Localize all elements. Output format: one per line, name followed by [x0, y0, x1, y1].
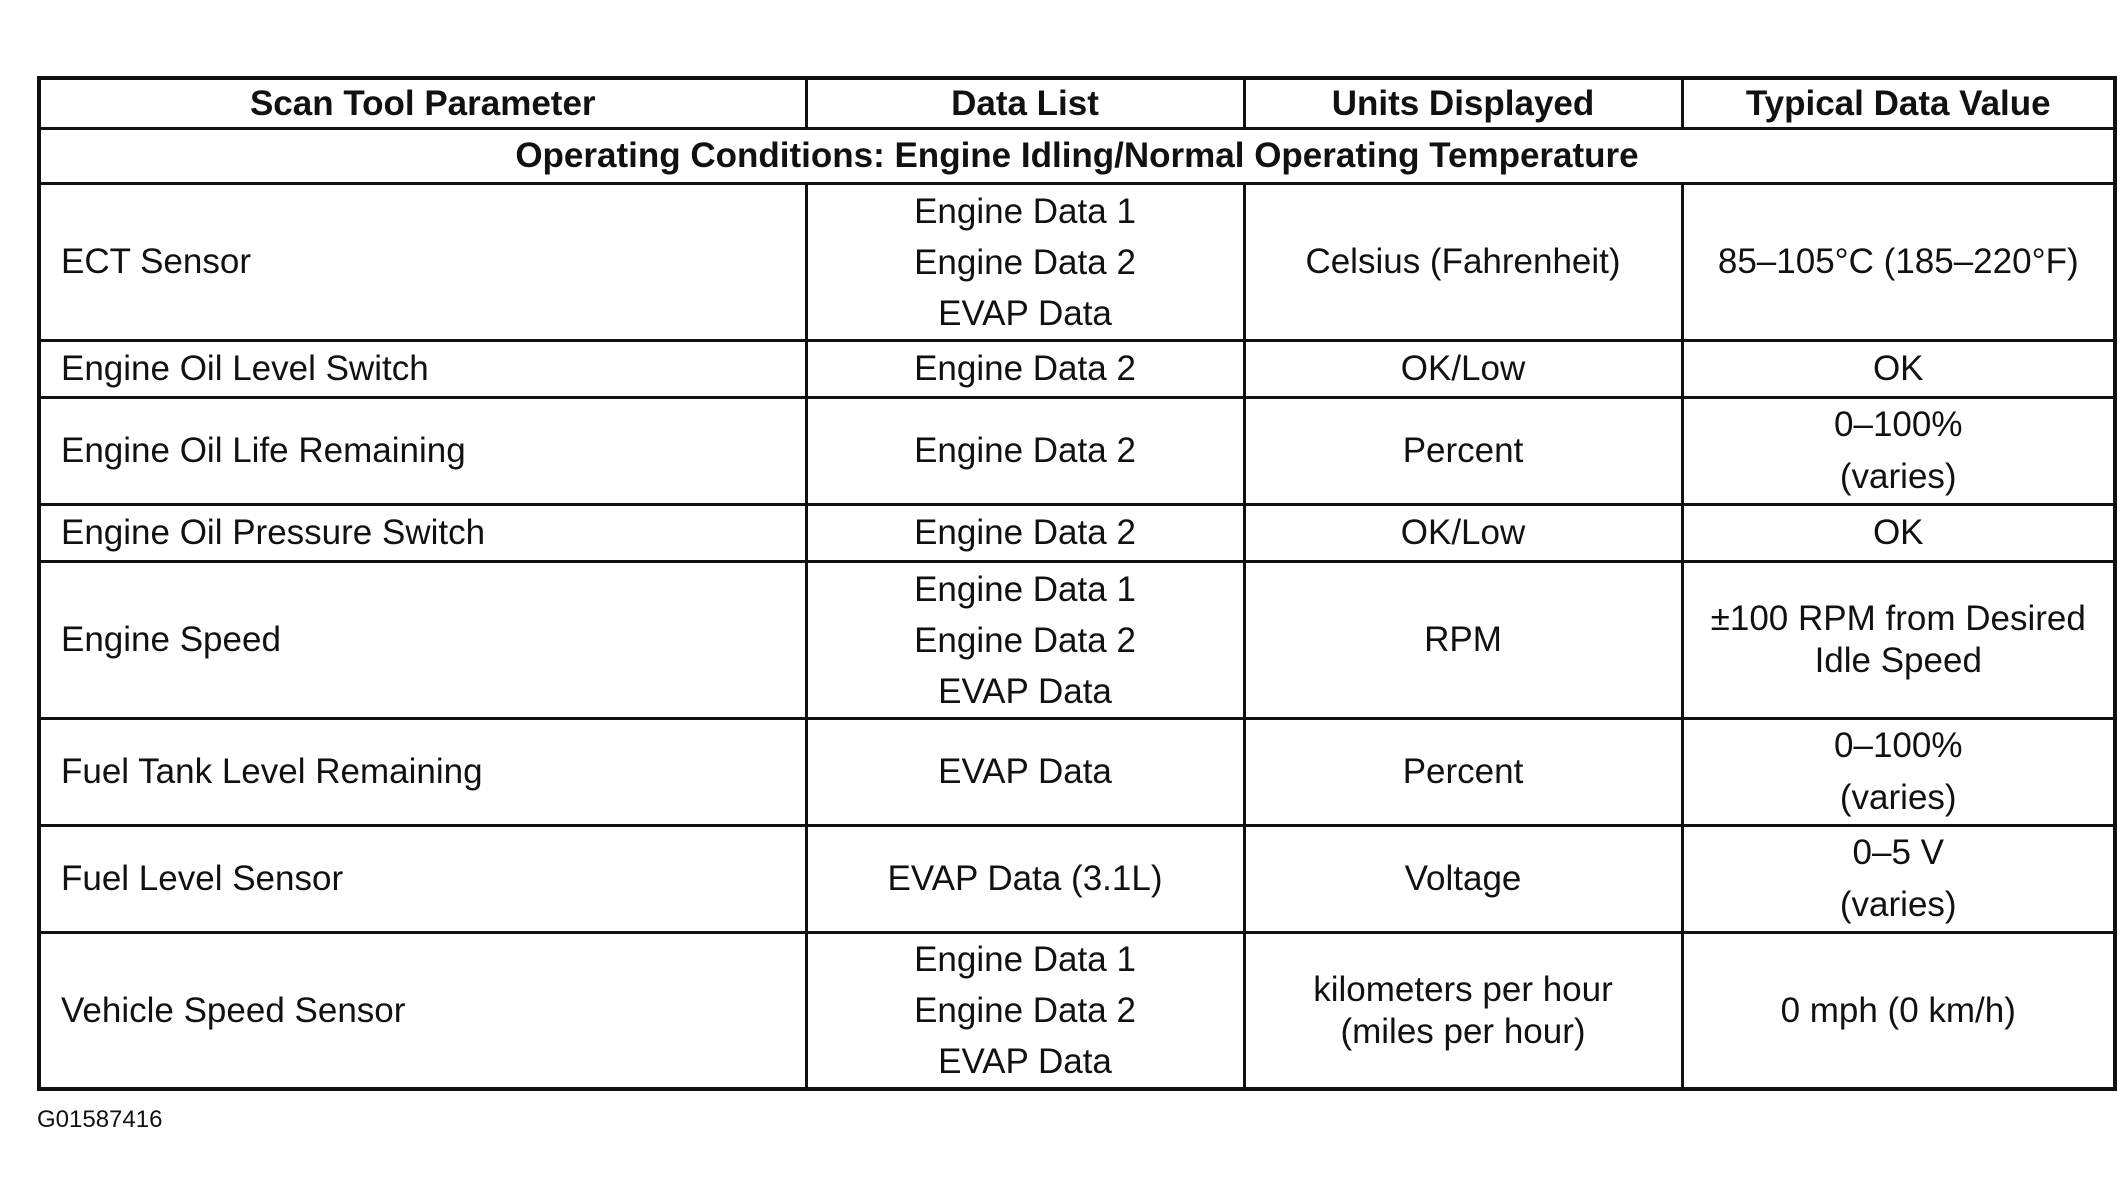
- typical-value-text: OK: [1872, 349, 1924, 388]
- data-list-entry: EVAP Data: [938, 671, 1112, 711]
- data-list-entry: Engine Data 2: [914, 431, 1136, 470]
- data-list-cell: [806, 826, 1244, 933]
- table-row: [39, 719, 2115, 826]
- data-list-cell: [806, 341, 1244, 398]
- units-text: Percent: [1402, 752, 1524, 791]
- data-list-cell: [806, 184, 1244, 341]
- column-header-parameter: Scan Tool Parameter: [39, 78, 806, 129]
- units-text: Percent: [1402, 431, 1524, 470]
- table-row: [39, 933, 2115, 1090]
- scan-tool-data-table: [37, 76, 2117, 1091]
- data-list-entry: Engine Data 2: [914, 513, 1136, 552]
- typical-value-text: 0 mph (0 km/h): [1780, 990, 2016, 1030]
- column-header-units: Units Displayed: [1244, 78, 1682, 129]
- units-cell: [1244, 826, 1682, 933]
- typical-value-text: 0–100%: [1834, 726, 1963, 765]
- table-header-row: [39, 78, 2115, 129]
- typical-value-cell: [1682, 184, 2115, 341]
- typical-value-cell: [1682, 562, 2115, 719]
- typical-value-note: (varies): [1839, 885, 1957, 924]
- typical-value-cell: [1682, 341, 2115, 398]
- data-list-cell: [806, 933, 1244, 1090]
- units-cell: [1244, 341, 1682, 398]
- typical-value-text: 0–5 V: [1852, 833, 1944, 872]
- data-list-entry: EVAP Data: [938, 1042, 1112, 1081]
- units-text: Voltage: [1404, 859, 1522, 898]
- typical-value-cell: [1682, 719, 2115, 826]
- units-text: kilometers per hour: [1313, 969, 1613, 1009]
- units-text: OK/Low: [1400, 513, 1526, 552]
- data-list-entry: EVAP Data: [938, 293, 1112, 333]
- typical-value-note: (varies): [1839, 457, 1957, 496]
- data-list-cell: [806, 562, 1244, 719]
- data-list-entry: EVAP Data (3.1L): [887, 859, 1163, 898]
- operating-conditions-row: [39, 129, 2115, 184]
- table-row: [39, 184, 2115, 341]
- data-list-cell: [806, 398, 1244, 505]
- table-row: [39, 341, 2115, 398]
- parameter-cell: Vehicle Speed Sensor: [39, 933, 806, 1090]
- column-header-data-list: Data List: [806, 78, 1244, 129]
- typical-value-cell: [1682, 505, 2115, 562]
- table-row: [39, 398, 2115, 505]
- figure-code: G01587416: [37, 1106, 163, 1133]
- parameter-cell: Engine Speed: [39, 562, 806, 719]
- parameter-cell: Engine Oil Level Switch: [39, 341, 806, 398]
- units-text: Celsius (Fahrenheit): [1305, 242, 1621, 281]
- units-text: RPM: [1424, 620, 1502, 659]
- units-cell: [1244, 398, 1682, 505]
- operating-conditions-label: Operating Conditions: Engine Idling/Normal Operating Temperature: [39, 129, 2115, 184]
- table-row: [39, 562, 2115, 719]
- units-cell: [1244, 184, 1682, 341]
- parameter-cell: ECT Sensor: [39, 184, 806, 341]
- column-header-typical-value: Typical Data Value: [1682, 78, 2115, 129]
- units-text-continued: (miles per hour): [1340, 1011, 1586, 1051]
- typical-value-cell: [1682, 398, 2115, 505]
- data-list-cell: [806, 505, 1244, 562]
- table-row: [39, 505, 2115, 562]
- units-text: OK/Low: [1400, 349, 1526, 388]
- data-list-entry: Engine Data 1: [914, 940, 1136, 979]
- parameter-cell: Engine Oil Pressure Switch: [39, 505, 806, 562]
- typical-value-text: 0–100%: [1834, 405, 1963, 444]
- parameter-cell: Fuel Level Sensor: [39, 826, 806, 933]
- typical-value-text-continued: Idle Speed: [1814, 641, 1982, 680]
- data-list-cell: [806, 719, 1244, 826]
- parameter-cell: Fuel Tank Level Remaining: [39, 719, 806, 826]
- scan-tool-data-document: [37, 76, 2113, 1091]
- data-list-entry: Engine Data 1: [914, 191, 1136, 231]
- table-row: [39, 826, 2115, 933]
- typical-value-text: ±100 RPM from Desired: [1710, 599, 2086, 638]
- units-cell: [1244, 562, 1682, 719]
- units-cell: [1244, 933, 1682, 1090]
- units-cell: [1244, 505, 1682, 562]
- data-list-entry: Engine Data 2: [914, 349, 1136, 388]
- typical-value-cell: [1682, 826, 2115, 933]
- typical-value-cell: [1682, 933, 2115, 1090]
- data-list-entry: EVAP Data: [938, 752, 1112, 791]
- parameter-cell: Engine Oil Life Remaining: [39, 398, 806, 505]
- typical-value-text: 85–105°C (185–220°F): [1717, 242, 2079, 281]
- typical-value-note: (varies): [1839, 778, 1957, 817]
- data-list-entry: Engine Data 2: [914, 991, 1136, 1030]
- units-cell: [1244, 719, 1682, 826]
- typical-value-text: OK: [1872, 513, 1924, 552]
- data-list-entry: Engine Data 1: [914, 569, 1136, 609]
- data-list-entry: Engine Data 2: [914, 620, 1136, 660]
- data-list-entry: Engine Data 2: [914, 242, 1136, 282]
